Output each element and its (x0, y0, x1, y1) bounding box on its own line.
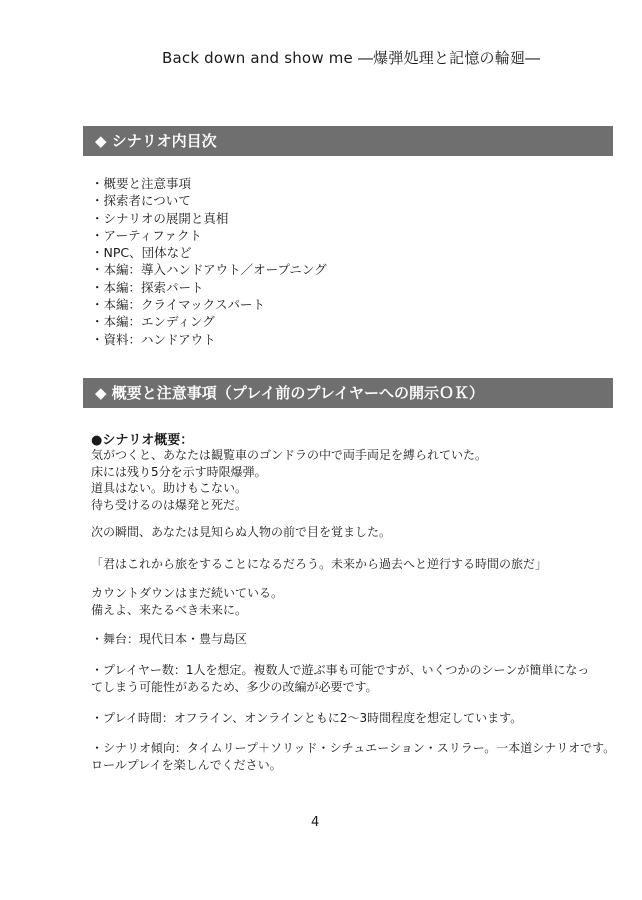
stage-line: ・舞台：現代日本・豊与島区 (91, 632, 248, 646)
toc-item: ・本編：導入ハンドアウト／オープニング (91, 262, 327, 278)
quote-line: 「君はこれから旅をすることになるだろう。未来から過去へと逆行する時間の旅だ」 (91, 557, 548, 571)
overview-section-header: ◆ 概要と注意事項（プレイ前のプレイヤーへの開示ＯＫ） (83, 378, 613, 408)
intro-paragraph (91, 447, 487, 513)
text-line: カウントダウンはまだ続いている。 (91, 586, 284, 600)
toc-item: ・本編：クライマックスパート (91, 297, 266, 313)
text-line: ・シナリオ傾向：タイムリープ＋ソリッド・シチュエーション・スリラー。一本道シナリオです。 (91, 741, 616, 755)
toc-list (91, 175, 327, 348)
scenario-overview-heading: ●シナリオ概要： (91, 433, 194, 448)
toc-item: ・概要と注意事項 (91, 176, 192, 191)
text-line: 道具はない。助けもこない。 (91, 481, 248, 495)
text-line: ロールプレイを楽しんでください。 (91, 757, 282, 772)
toc-item: ・探索者について (91, 193, 191, 209)
toc-item: ・NPC、団体など (91, 245, 192, 261)
awakening-line: 次の瞬間、あなたは見知らぬ人物の前で目を覚ました。 (91, 525, 392, 539)
players-paragraph (91, 662, 589, 695)
countdown-paragraph (91, 585, 283, 618)
toc-item: ・本編：探索パート (91, 279, 204, 295)
document-title: Back down and show me ―爆弾処理と記憶の輪廻― (162, 49, 541, 67)
text-line: 備えよ、来たるべき未来に。 (91, 602, 248, 617)
toc-item: ・シナリオの展開と真相 (91, 210, 229, 226)
page-number: 4 (311, 815, 320, 830)
text-line: てしまう可能性があるため、多少の改編が必要です。 (91, 679, 378, 694)
text-line: 床には残り5分を示す時限爆弾。 (91, 464, 267, 479)
toc-item: ・本編：エンディング (91, 314, 215, 330)
text-line: 気がつくと、あなたは観覧車のゴンドラの中で両手両足を縛られていた。 (91, 448, 488, 462)
toc-section-header: ◆ シナリオ内目次 (83, 126, 613, 156)
tendency-paragraph (91, 740, 615, 773)
toc-item: ・資料：ハンドアウト (91, 331, 216, 347)
toc-item: ・アーティファクト (91, 227, 202, 243)
playtime-line: ・プレイ時間：オフライン、オンラインともに2～3時間程度を想定しています。 (91, 711, 523, 725)
text-line: ・プレイヤー数：1人を想定。複数人で遊ぶ事も可能ですが、いくつかのシーンが簡単になっ (91, 663, 590, 677)
text-line: 待ち受けるのは爆発と死だ。 (91, 497, 248, 512)
